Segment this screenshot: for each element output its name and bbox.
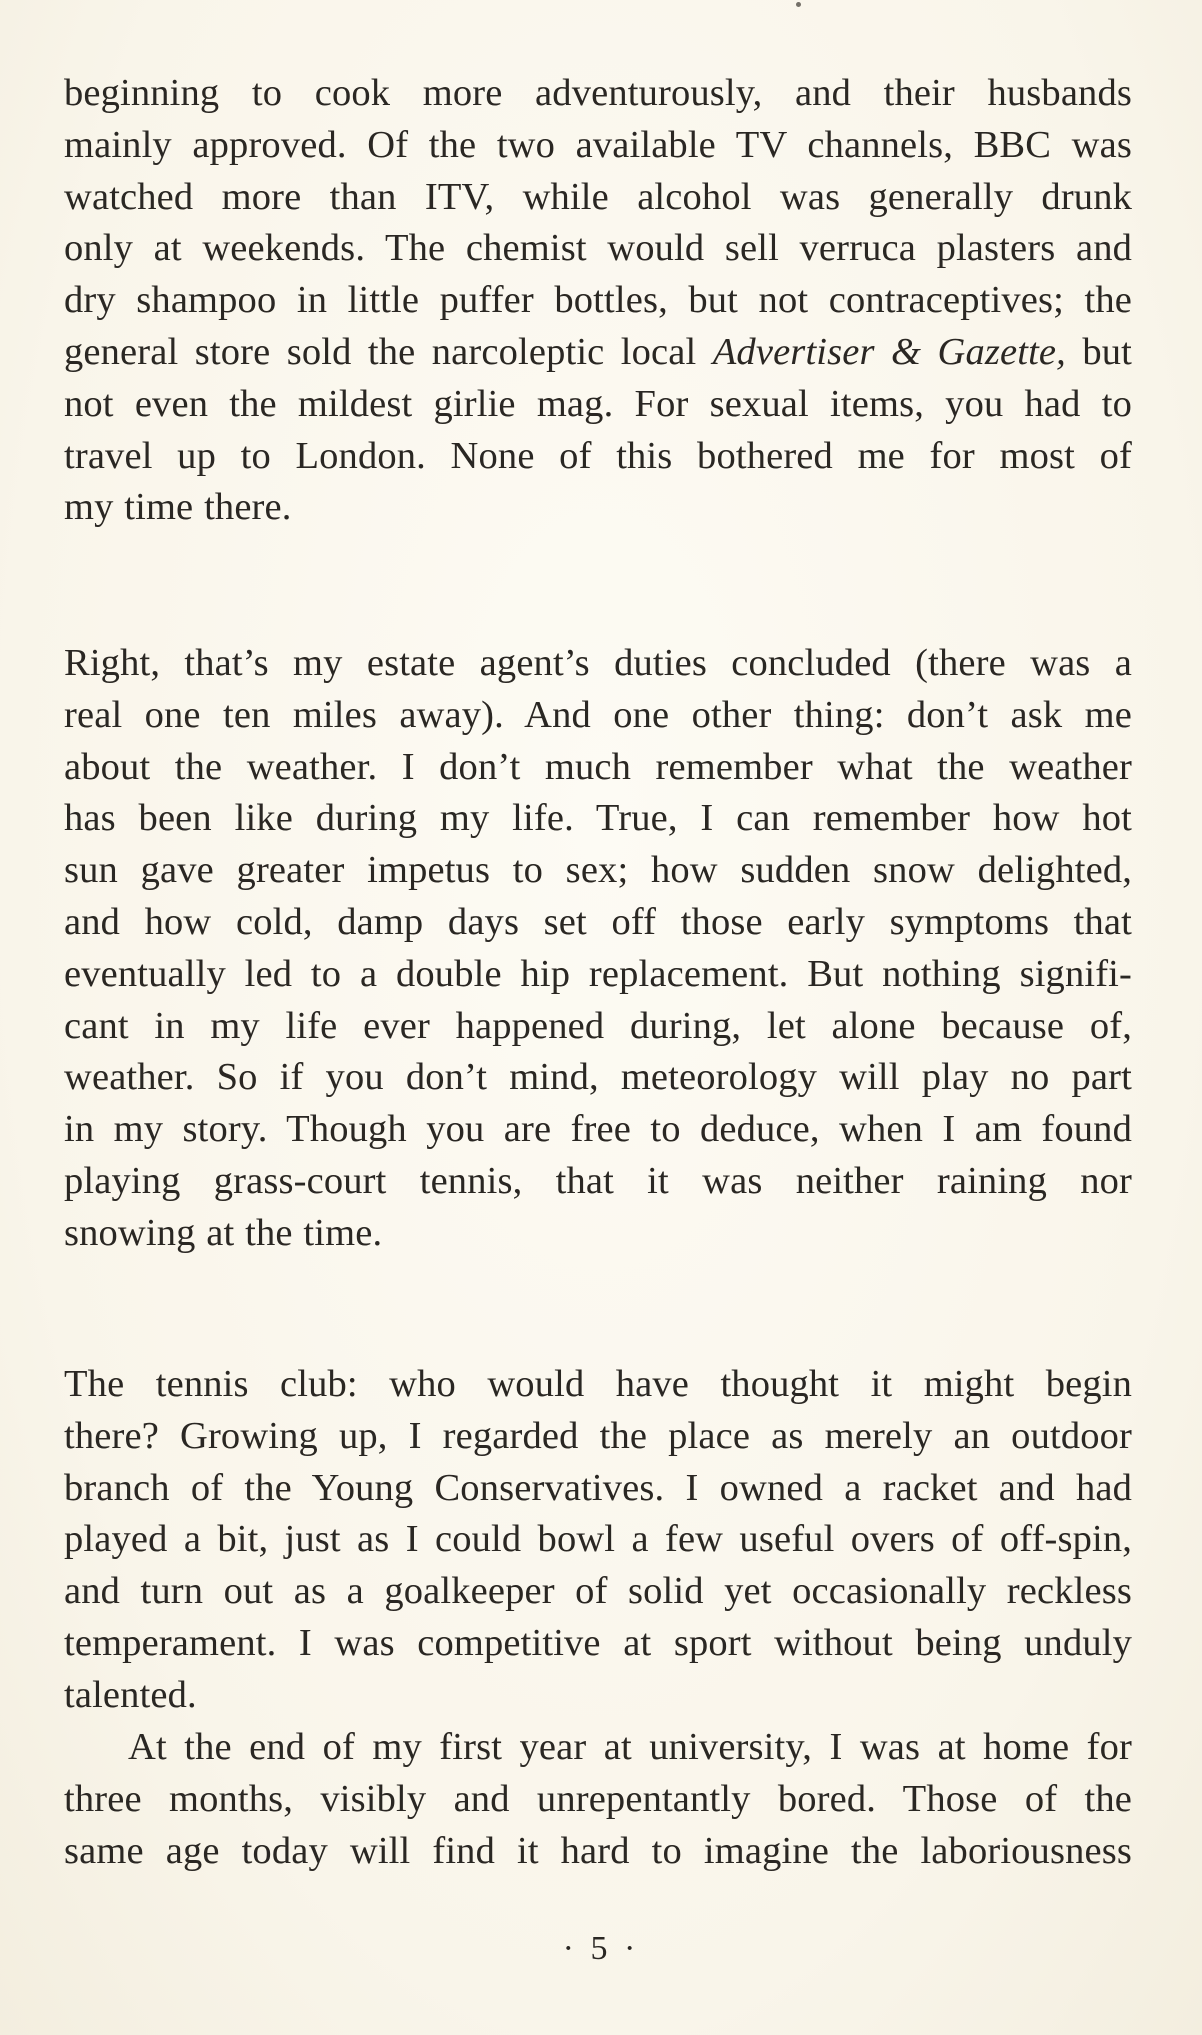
text-line: three months, visibly and unrepentantly bored. Those of the [64, 1777, 1132, 1820]
text-line: in my story. Though you are free to deduce, when I am found [64, 1108, 1132, 1151]
text-line: snowing at the time. [64, 1211, 383, 1254]
text-line: my time there. [64, 486, 292, 529]
text-line: same age today will find it hard to imagine the laboriousness [64, 1829, 1132, 1872]
ink-speck [796, 2, 801, 7]
text-line: beginning to cook more adventurously, and their husbands [64, 72, 1132, 114]
text-segment: general store sold the narcoleptic local [64, 330, 713, 373]
text-line: played a bit, just as I could bowl a few useful overs of off-spin, [64, 1518, 1132, 1561]
text-line: has been like during my life. True, I can remember how hot [64, 797, 1132, 840]
text-segment: but [1065, 330, 1132, 373]
text-line: weather. So if you don’t mind, meteorology will play no part [64, 1056, 1132, 1099]
text-line: watched more than ITV, while alcohol was generally drunk [64, 175, 1132, 218]
text-line: At the end of my first year at university, I was at home for [128, 1726, 1132, 1768]
text-line: only at weekends. The chemist would sell verruca plasters and [64, 227, 1132, 270]
text-line: eventually led to a double hip replacement. But nothing signifi- [64, 952, 1132, 995]
text-line: dry shampoo in little puffer bottles, but not contraceptives; the [64, 279, 1132, 322]
text-line: real one ten miles away). And one other thing: don’t ask me [64, 693, 1132, 736]
text-line: travel up to London. None of this bothered me for most of [64, 434, 1132, 477]
text-line: Right, that’s my estate agent’s duties concluded (there was a [64, 642, 1132, 684]
text-line: playing grass-court tennis, that it was neither raining nor [64, 1159, 1132, 1202]
text-line: and how cold, damp days set off those early symptoms that [64, 900, 1132, 943]
text-line: cant in my life ever happened during, let alone because of, [64, 1004, 1132, 1047]
paragraph-3 [64, 1359, 1132, 1722]
paragraph-4 [64, 1722, 1132, 1877]
paragraph-2 [64, 638, 1132, 1260]
text-line: about the weather. I don’t much remember what the weather [64, 745, 1132, 788]
text-line: The tennis club: who would have thought it might begin [64, 1363, 1132, 1405]
text-line: mainly approved. Of the two available TV channels, BBC was [64, 123, 1132, 166]
text-line: not even the mildest girlie mag. For sexual items, you had to [64, 382, 1132, 425]
text-line: branch of the Young Conservatives. I owned a racket and had [64, 1466, 1132, 1509]
text-line: temperament. I was competitive at sport without being unduly [64, 1621, 1132, 1664]
text-line: sun gave greater impetus to sex; how sudden snow delighted, [64, 849, 1132, 892]
paragraph-1 [64, 68, 1132, 534]
text-line: talented. [64, 1673, 197, 1716]
text-line-with-title [64, 327, 1132, 379]
newspaper-title: Advertiser & Gazette, [712, 330, 1066, 373]
page-number: · 5 · [562, 1930, 640, 1967]
text-line: and turn out as a goalkeeper of solid yet occasionally reckless [64, 1570, 1132, 1613]
text-line: there? Growing up, I regarded the place as merely an outdoor [64, 1414, 1132, 1457]
